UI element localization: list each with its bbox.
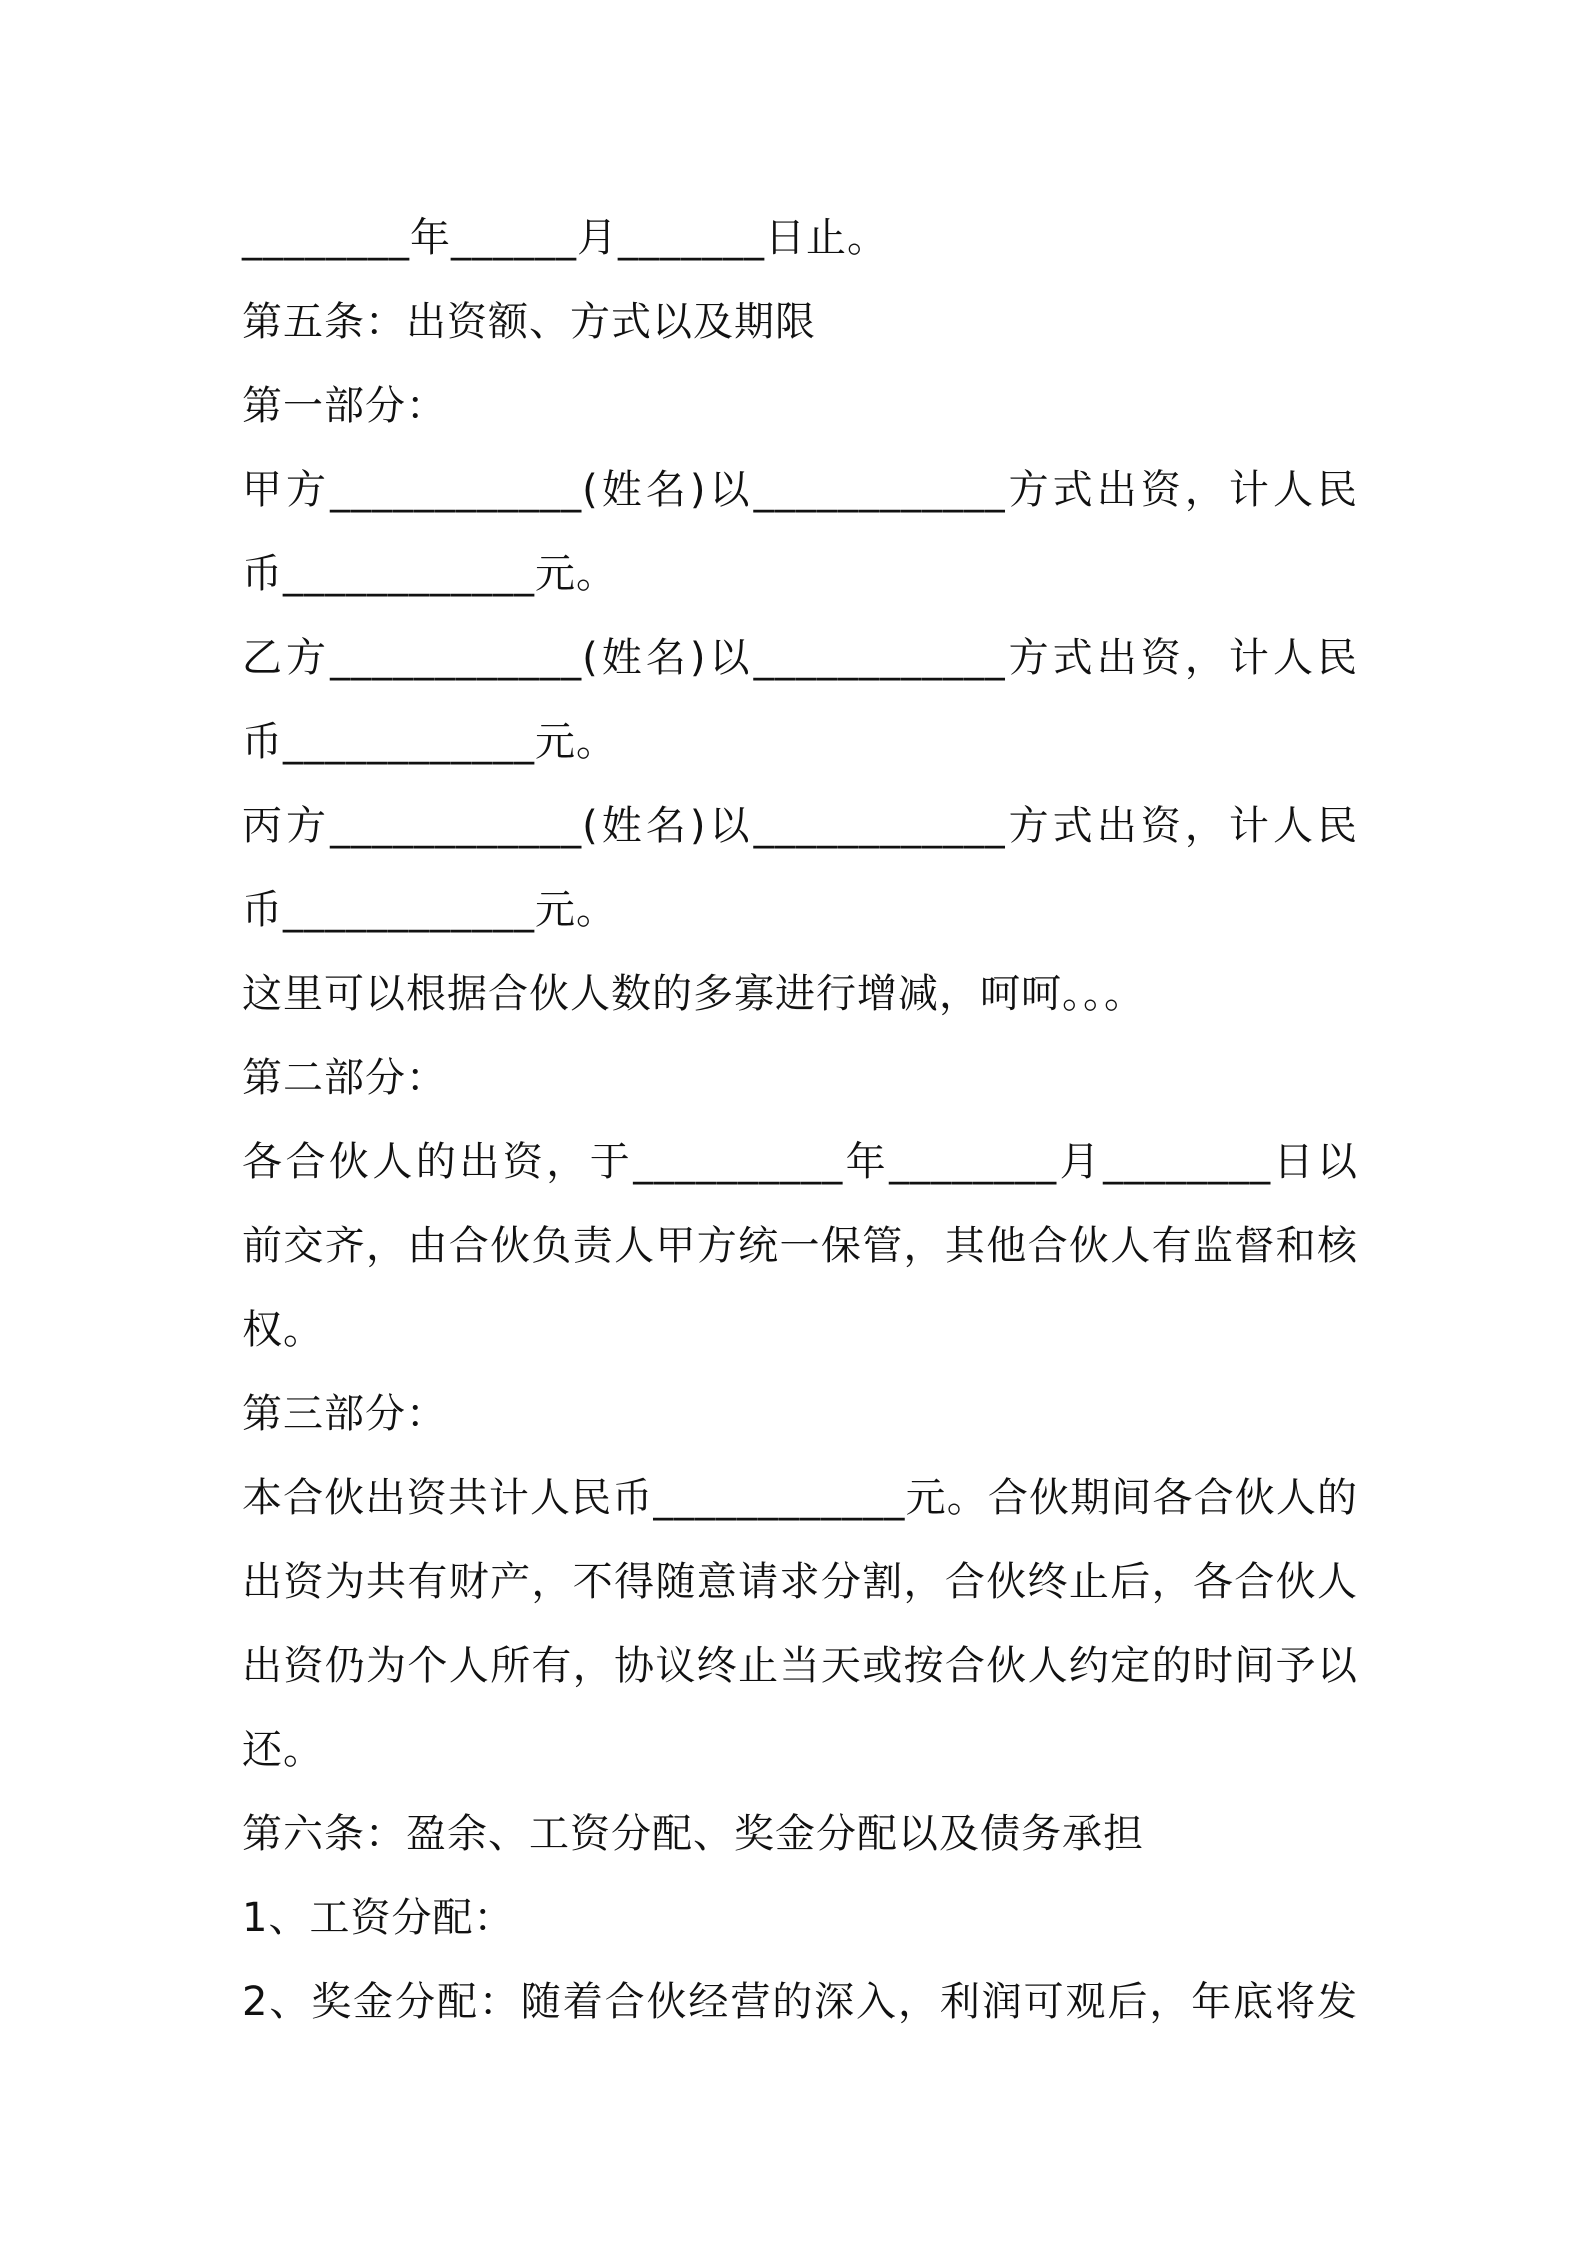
text-line: 权。 bbox=[242, 1307, 324, 1353]
text-line: 出资仍为个人所有，协议终止当天或按合伙人约定的时间予以 bbox=[242, 1643, 1358, 1689]
article-heading: 第六条：盈余、工资分配、奖金分配以及债务承担 bbox=[242, 1811, 1144, 1857]
text-line: 出资为共有财产，不得随意请求分割，合伙终止后，各合伙人 bbox=[242, 1559, 1358, 1605]
text-line: 乙方____________(姓名)以____________方式出资，计人民 bbox=[242, 635, 1358, 681]
article-heading: 第五条：出资额、方式以及期限 bbox=[242, 299, 816, 345]
section-heading: 第一部分： bbox=[242, 383, 447, 429]
section-heading: 第三部分： bbox=[242, 1391, 447, 1437]
text-line: ________年______月_______日止。 bbox=[242, 215, 888, 261]
text-line: 币____________元。 bbox=[242, 719, 617, 765]
text-line: 本合伙出资共计人民币____________元。合伙期间各合伙人的 bbox=[242, 1475, 1358, 1521]
list-item: 2、奖金分配：随着合伙经营的深入，利润可观后，年底将发 bbox=[242, 1979, 1358, 2025]
list-item: 1、工资分配： bbox=[242, 1895, 515, 1941]
text-line: 各合伙人的出资，于__________年________月________日以 bbox=[242, 1139, 1358, 1185]
text-line: 这里可以根据合伙人数的多寡进行增减，呵呵。。。 bbox=[242, 971, 1145, 1017]
document-body bbox=[242, 196, 1358, 2044]
text-line: 甲方____________(姓名)以____________方式出资，计人民 bbox=[242, 467, 1358, 513]
section-heading: 第二部分： bbox=[242, 1055, 447, 1101]
text-line: 币____________元。 bbox=[242, 887, 617, 933]
text-line: 前交齐，由合伙负责人甲方统一保管，其他合伙人有监督和核 bbox=[242, 1223, 1358, 1269]
text-line: 丙方____________(姓名)以____________方式出资，计人民 bbox=[242, 803, 1358, 849]
text-line: 币____________元。 bbox=[242, 551, 617, 597]
text-line: 还。 bbox=[242, 1727, 324, 1773]
